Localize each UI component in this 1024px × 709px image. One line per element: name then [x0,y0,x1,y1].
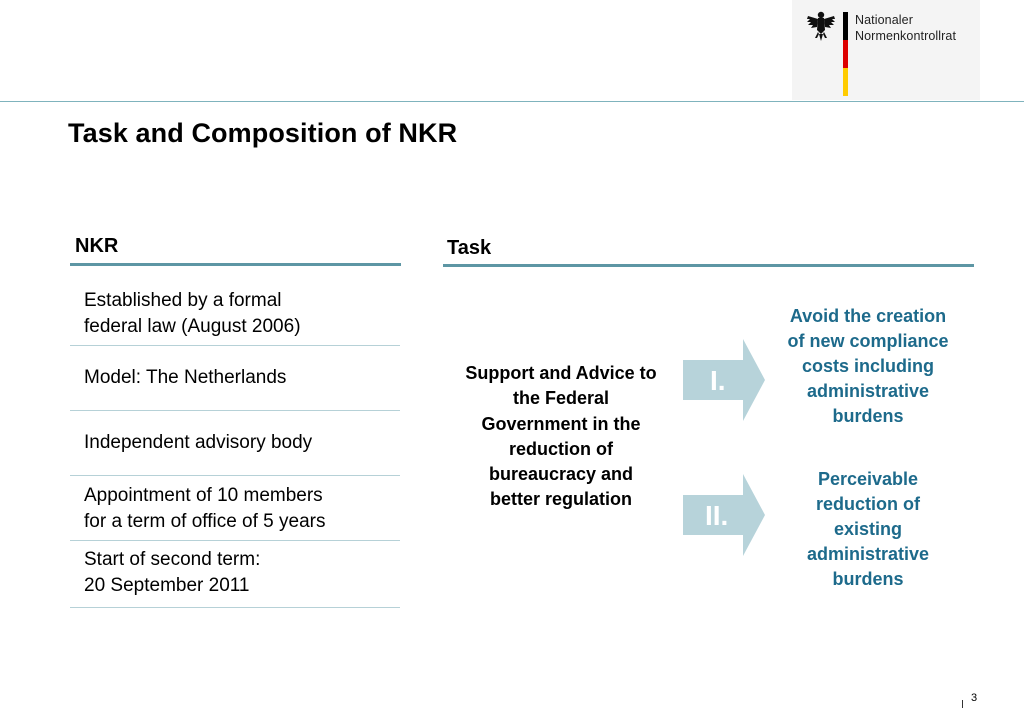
flag-stripe-gold [843,68,848,96]
federal-eagle-icon [806,10,836,42]
nkr-row-text: Independent advisory body [84,432,313,453]
nkr-row-text: Start of second term: 20 September 2011 [84,549,261,596]
nkr-row [70,411,400,476]
outcome-text-2: Perceivable reduction of existing administrative burdens [806,469,930,589]
nkr-row [70,541,400,608]
page-title: Task and Composition of NKR [68,118,458,148]
page-number: 3 [971,692,978,704]
nkr-heading-rule [70,263,401,266]
german-flag-bar [843,12,848,96]
task-description: Support and Advice to the Federal Government in the reduction of bureaucracy and better regulation [465,363,657,510]
nkr-row-text: Appointment of 10 members for a term of office of 5 years [84,485,326,532]
header-divider [0,101,1024,102]
task-heading-rule [443,264,974,267]
logo-line-1: Nationaler [855,13,913,27]
page-number-separator [962,700,963,708]
flag-stripe-black [843,12,848,40]
arrow-label-2: II. [705,500,729,531]
logo-line-2: Normenkontrollrat [855,29,957,43]
outcome-text-1: Avoid the creation of new compliance costs including administrative burdens [787,306,949,426]
arrow-label-1: I. [710,365,726,396]
task-heading: Task [447,237,492,259]
nkr-row-text: Established by a formal federal law (August 2006) [84,290,301,337]
nkr-row [70,476,400,541]
flag-stripe-red [843,40,848,68]
logo-text [855,12,956,44]
nkr-row [70,280,400,346]
nkr-row [70,346,400,411]
nkr-row-text: Model: The Netherlands [84,367,287,388]
nkr-heading: NKR [75,235,119,257]
